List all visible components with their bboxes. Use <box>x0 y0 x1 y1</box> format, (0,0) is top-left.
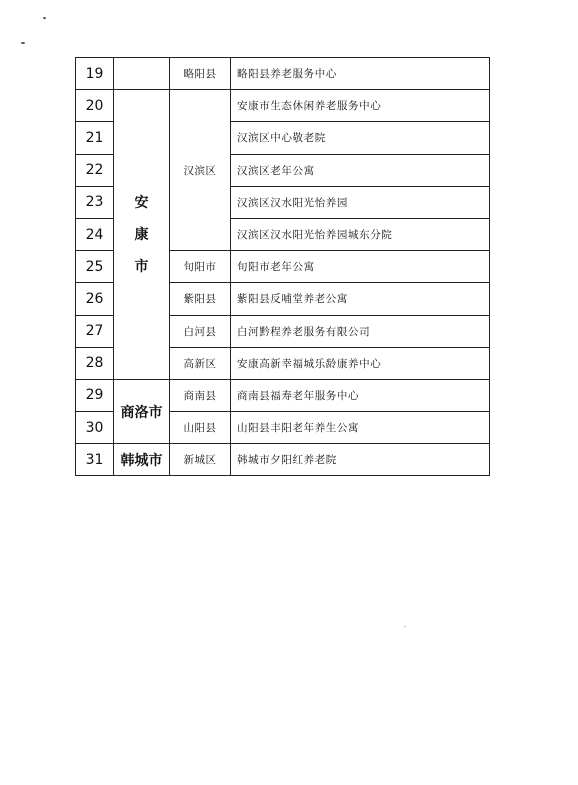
institution-name: 安康高新幸福城乐龄康养中心 <box>231 347 490 379</box>
city-cell-empty <box>114 58 170 90</box>
row-number: 23 <box>76 186 114 218</box>
district-cell: 略阳县 <box>170 58 231 90</box>
institution-name: 紫阳县反哺堂养老公寓 <box>231 283 490 315</box>
city-cell-ankang <box>114 90 170 380</box>
district-cell: 汉滨区 <box>170 90 231 251</box>
city-cell-hancheng: 韩城市 <box>114 444 170 476</box>
district-cell: 旬阳市 <box>170 251 231 283</box>
district-cell: 山阳县 <box>170 412 231 444</box>
row-number: 21 <box>76 122 114 154</box>
institution-name: 韩城市夕阳红养老院 <box>231 444 490 476</box>
district-cell: 白河县 <box>170 315 231 347</box>
institution-name: 安康市生态休闲养老服务中心 <box>231 90 490 122</box>
institution-name: 汉滨区老年公寓 <box>231 154 490 186</box>
row-number: 20 <box>76 90 114 122</box>
institution-name: 山阳县丰阳老年养生公寓 <box>231 412 490 444</box>
row-number: 30 <box>76 412 114 444</box>
row-number: 28 <box>76 347 114 379</box>
row-number: 31 <box>76 444 114 476</box>
district-cell: 新城区 <box>170 444 231 476</box>
city-char: 安 <box>134 194 149 211</box>
row-number: 25 <box>76 251 114 283</box>
district-cell: 高新区 <box>170 347 231 379</box>
table-row <box>76 58 490 90</box>
institution-name: 汉滨区汉水阳光怡养园城东分院 <box>231 218 490 250</box>
row-number: 27 <box>76 315 114 347</box>
table-row <box>76 90 490 122</box>
institution-name: 汉滨区中心敬老院 <box>231 122 490 154</box>
district-cell: 紫阳县 <box>170 283 231 315</box>
city-cell-shangluo: 商洛市 <box>114 379 170 443</box>
row-number: 26 <box>76 283 114 315</box>
institution-name: 商南县福寿老年服务中心 <box>231 379 490 411</box>
table-row <box>76 379 490 411</box>
row-number: 19 <box>76 58 114 90</box>
city-char: 市 <box>134 258 149 275</box>
scan-speck <box>404 626 406 627</box>
table-row <box>76 444 490 476</box>
city-char: 康 <box>134 226 149 243</box>
institution-name: 汉滨区汉水阳光怡养园 <box>231 186 490 218</box>
institution-name: 略阳县养老服务中心 <box>231 58 490 90</box>
row-number: 24 <box>76 218 114 250</box>
scan-speck <box>43 17 46 19</box>
elderly-care-institution-table <box>75 57 490 476</box>
row-number: 22 <box>76 154 114 186</box>
institution-name: 旬阳市老年公寓 <box>231 251 490 283</box>
scan-speck <box>21 42 25 44</box>
institution-name: 白河黔程养老服务有限公司 <box>231 315 490 347</box>
row-number: 29 <box>76 379 114 411</box>
district-cell: 商南县 <box>170 379 231 411</box>
